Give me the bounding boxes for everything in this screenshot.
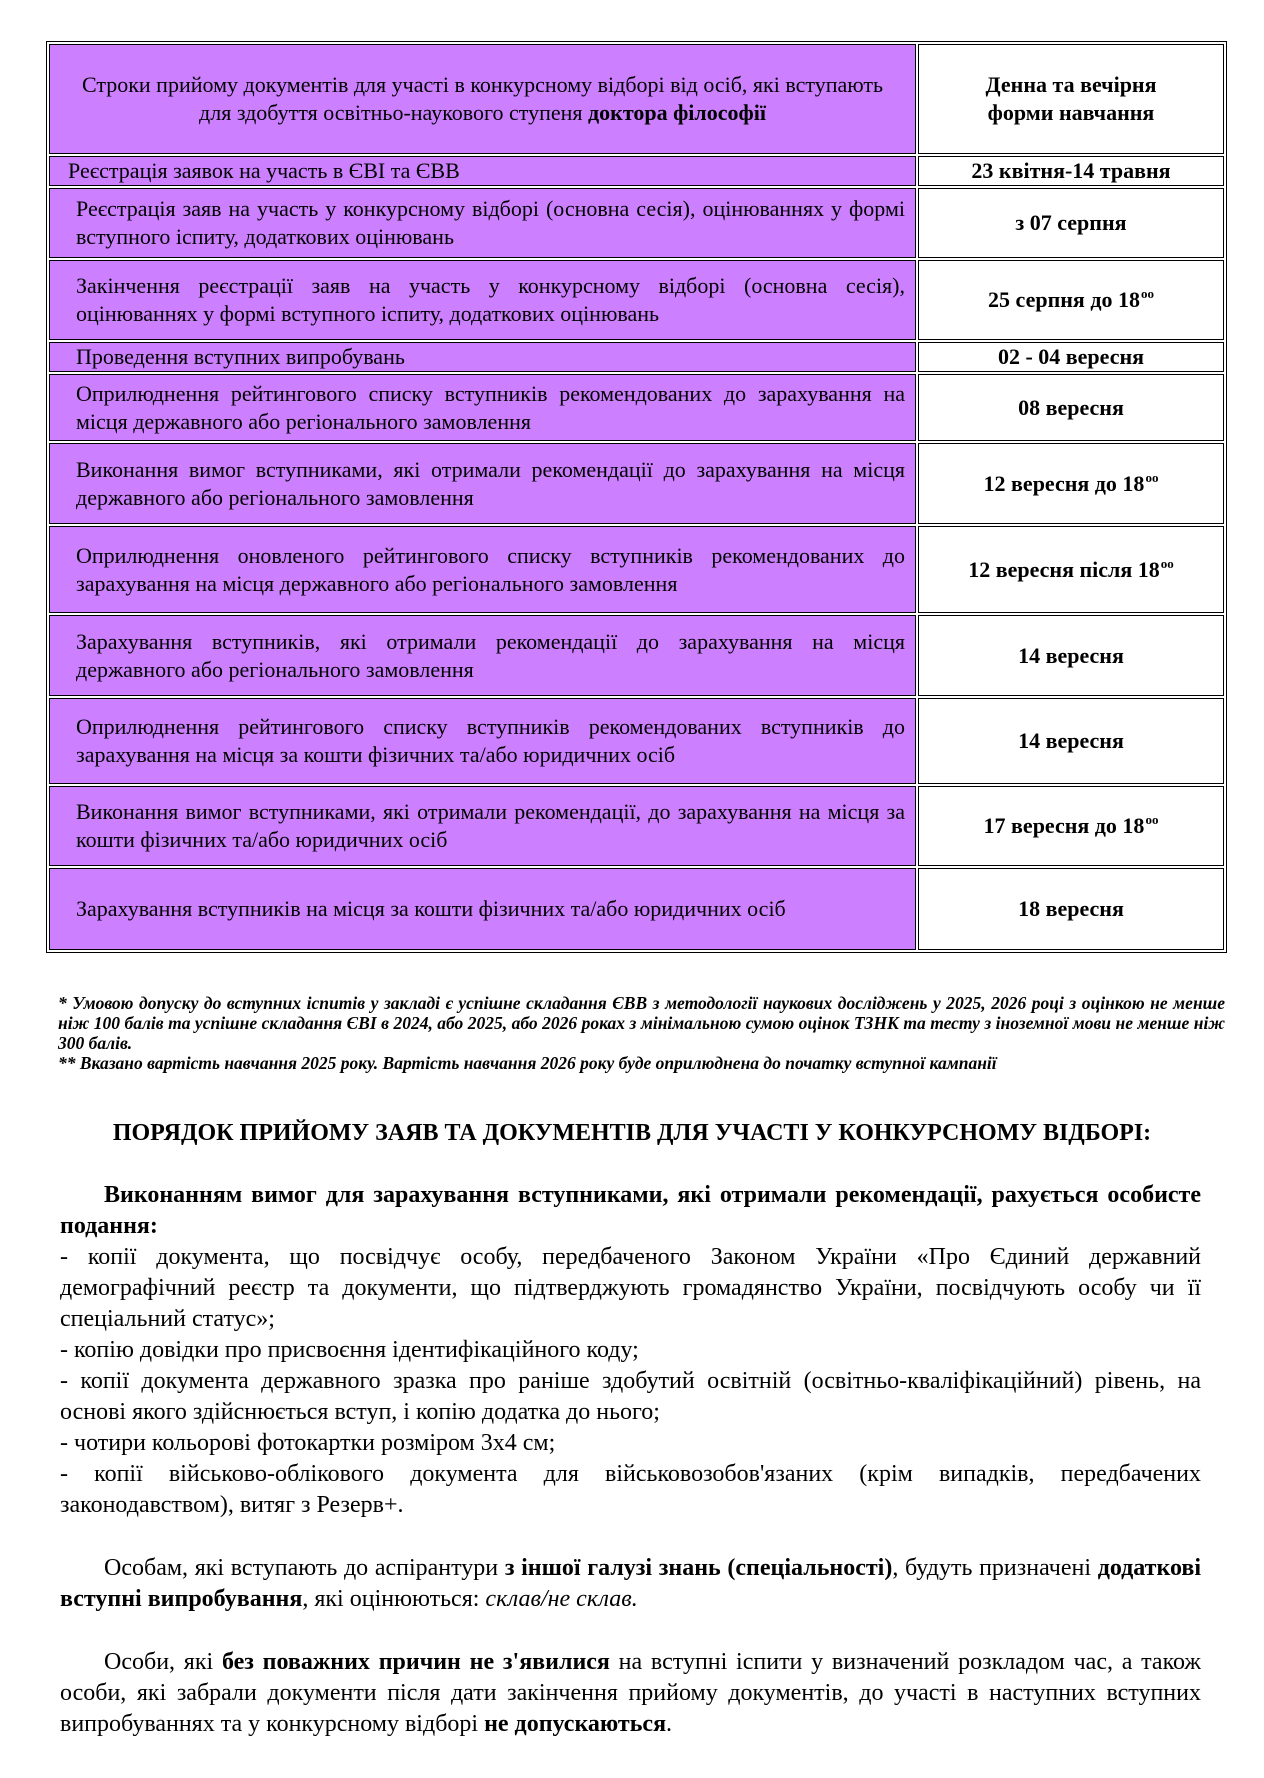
admission-schedule-table: [46, 41, 1227, 953]
row-label: Закінчення реєстрації заяв на участь у конкурсному відборі (основна сесія), оцінюваннях у формі вступного іспиту, додаткових оцінювань: [49, 260, 916, 340]
row-date-text: 14 вересня: [1018, 642, 1124, 668]
list-item: - копію довідки про присвоєння ідентифікаційного коду;: [60, 1337, 639, 1363]
footnotes: [58, 993, 1225, 1073]
table-row: [49, 698, 1224, 784]
header-right-line1: Денна та вечірня: [985, 72, 1157, 97]
row-date-text: 12 вересня до 18: [983, 470, 1145, 496]
list-item: - копії військово-облікового документа для військовозобов'язаних (крім випадків, передбачених законодавством), витяг з Резерв+.: [60, 1461, 1201, 1518]
row-date: [918, 156, 1224, 186]
table-row: [49, 443, 1224, 524]
row-date-text: 17 вересня до 18: [983, 813, 1145, 838]
row-label: Реєстрація заяв на участь у конкурсному відборі (основна сесія), оцінюваннях у формі вступного іспиту, додаткових оцінювань: [49, 188, 916, 258]
row-date-text: 14 вересня: [1018, 728, 1124, 753]
section-title: ПОРЯДОК ПРИЙОМУ ЗАЯВ ТА ДОКУМЕНТІВ ДЛЯ УЧАСТІ У КОНКУРСНОМУ ВІДБОРІ:: [112, 1120, 1152, 1146]
table-row: [49, 786, 1224, 866]
row-date: [918, 374, 1224, 441]
section-body: [60, 1180, 1201, 1740]
row-date-text: 23 квітня-14 травня: [971, 158, 1171, 183]
row-date-text: з 07 серпня: [1015, 210, 1127, 235]
table-row: [49, 156, 1224, 186]
row-label: Зарахування вступників, які отримали рекомендації до зарахування на місця державного або регіонального замовлення: [49, 615, 916, 696]
row-label: Проведення вступних випробувань: [49, 342, 916, 372]
header-right-line2: форми навчання: [987, 100, 1155, 125]
para3-text: на вступні іспити у визначений розкладом час, а також особи, які забрали документи після дати закінчення прийому документів, до участі в наступних вступних випробуваннях та у конкурсному відборі: [60, 1649, 1202, 1737]
table-row: [49, 615, 1224, 696]
row-label: Оприлюднення рейтингового списку вступників рекомендованих до зарахування на місця державного або регіонального замовлення: [49, 374, 916, 441]
row-date-text: 12 вересня після 18: [968, 556, 1160, 582]
row-date: [918, 188, 1224, 258]
row-date-text: 18 вересня: [1018, 896, 1124, 921]
list-item: - копії документа, що посвідчує особу, передбаченого Законом України «Про Єдиний державний демографічний реєстр та документи, що підтверджують громадянство України, посвідчують особу чи її спеціальний статус»;: [60, 1244, 1201, 1332]
header-left-bold: доктора філософії: [588, 100, 766, 125]
table-row: [49, 868, 1224, 950]
row-date: [918, 868, 1224, 950]
row-date: [918, 615, 1224, 696]
para2-bold: додаткові вступні випробування: [60, 1555, 1201, 1612]
header-right-cell: [918, 44, 1224, 154]
para3-text: .: [666, 1711, 673, 1737]
additional-exams-paragraph: [60, 1553, 1201, 1615]
table-row: [49, 188, 1224, 258]
footnote-1: * Умовою допуску до вступних іспитів у закладі є успішне складання ЄВВ з методології наукових досліджень у 2025, 2026 році з оцінкою не менше ніж 100 балів та успішне складання ЄВІ в 2024, або 2025, або 2026 роках з мінімальною сумою оцінок ТЗНК та тесту з іноземної мови не менше ніж 300 балів.: [58, 993, 1225, 1053]
paragraph-spacer: [60, 1521, 1201, 1553]
row-time-superscript: оо: [1160, 555, 1174, 571]
row-date: [918, 443, 1224, 524]
row-time-superscript: оо: [1140, 286, 1154, 301]
para2-text: , будуть призначені: [892, 1555, 1098, 1581]
row-date-text: 02 - 04 вересня: [997, 344, 1145, 369]
table-row: [49, 374, 1224, 441]
row-label: Оприлюднення оновленого рейтингового списку вступників рекомендованих до зарахування на місця державного або регіонального замовлення: [49, 526, 916, 613]
row-date: [918, 786, 1224, 866]
header-left-cell: [49, 44, 916, 154]
intro-paragraph: [60, 1180, 1201, 1242]
table-row: [49, 526, 1224, 613]
row-label: Реєстрація заявок на участь в ЄВІ та ЄВВ: [49, 156, 916, 186]
header-left-text: Строки прийому документів для участі в конкурсному відборі від осіб, які вступають для здобуття освітньо-наукового ступеня: [81, 72, 884, 125]
row-date: [918, 342, 1224, 372]
row-label: Оприлюднення рейтингового списку вступників рекомендованих вступників до зарахування на місця за кошти фізичних та/або юридичних осіб: [49, 698, 916, 784]
para2-text: Особам, які вступають до аспірантури: [104, 1555, 505, 1581]
row-label: Зарахування вступників на місця за кошти фізичних та/або юридичних осіб: [49, 868, 916, 950]
row-date: [918, 260, 1224, 340]
para2-bold: з іншої галузі знань (спеціальності): [504, 1555, 893, 1581]
para2-italic: склав/не склав.: [485, 1586, 638, 1612]
row-label: Виконання вимог вступниками, які отримали рекомендації до зарахування на місця державного або регіонального замовлення: [49, 443, 916, 524]
row-date-text: 08 вересня: [1018, 394, 1124, 420]
para2-text: , які оцінюються:: [302, 1586, 486, 1612]
row-label: Виконання вимог вступниками, які отримали рекомендації, до зарахування на місця за кошти фізичних та/або юридичних осіб: [49, 786, 916, 866]
table-row: [49, 260, 1224, 340]
para3-bold: не допускаються: [484, 1711, 667, 1737]
footnote-2: ** Вказано вартість навчання 2025 року. Вартість навчання 2026 року буде оприлюднена до початку вступної кампанії: [58, 1053, 997, 1073]
para3-text: Особи, які: [104, 1649, 222, 1675]
row-date-text: 25 серпня до 18: [988, 287, 1140, 312]
intro-bold-text: Виконанням вимог для зарахування вступниками, які отримали рекомендації, рахується особисте подання:: [60, 1182, 1201, 1239]
absence-paragraph: [60, 1647, 1201, 1740]
list-item: - копії документа державного зразка про раніше здобутий освітній (освітньо-кваліфікаційний) рівень, на основі якого здійснюється вступ, і копію додатка до нього;: [60, 1368, 1201, 1425]
table-row: [49, 342, 1224, 372]
row-time-superscript: оо: [1145, 469, 1159, 485]
paragraph-spacer: [60, 1615, 1201, 1647]
row-date: [918, 698, 1224, 784]
table-header-row: [49, 44, 1224, 154]
row-time-superscript: оо: [1145, 812, 1159, 827]
row-date: [918, 526, 1224, 613]
list-item: - чотири кольорові фотокартки розміром 3х4 см;: [60, 1430, 556, 1456]
para3-bold: без поважних причин не з'явилися: [221, 1649, 610, 1675]
